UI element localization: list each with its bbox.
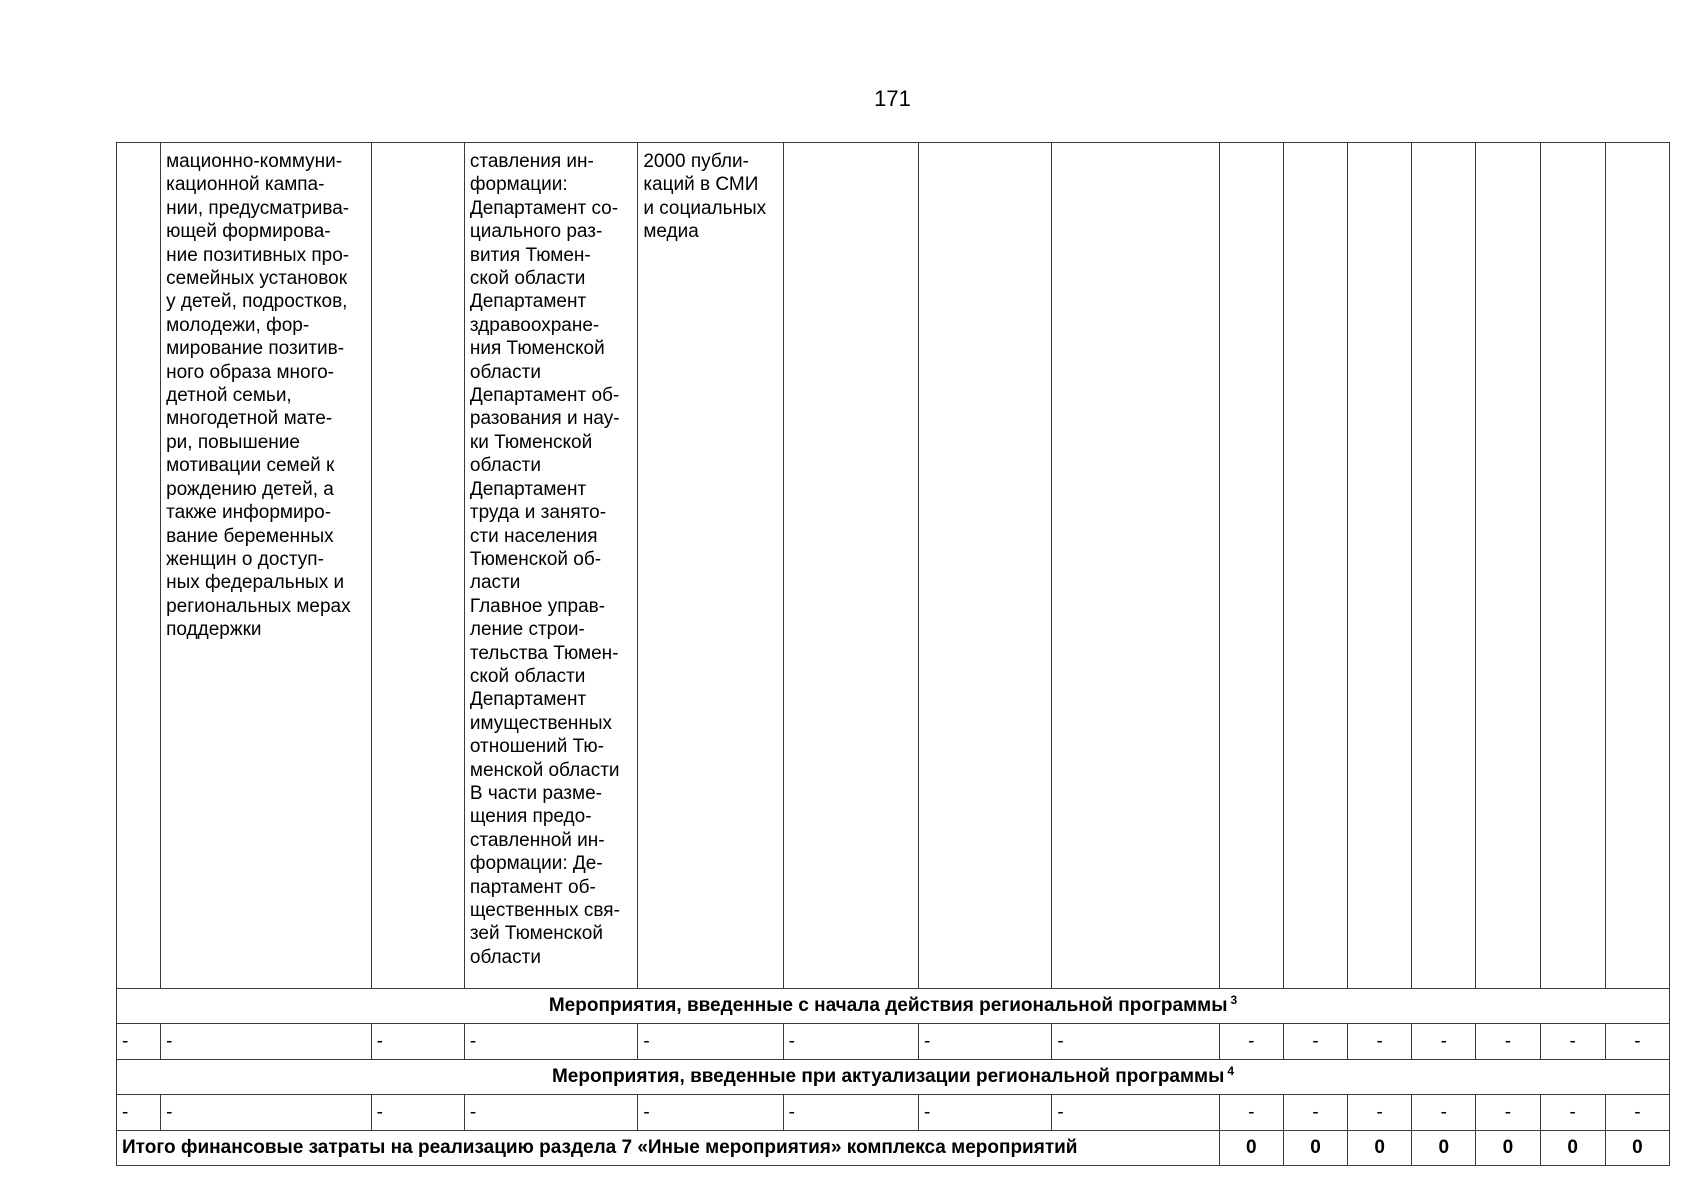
section-header-initial xyxy=(117,989,1670,1024)
total-value: 0 xyxy=(1283,1131,1347,1166)
table-cell-empty xyxy=(1476,143,1540,989)
table-cell: - xyxy=(1348,1095,1412,1131)
table-cell-empty xyxy=(783,143,918,989)
table-cell: - xyxy=(1605,1095,1669,1131)
table-cell: - xyxy=(1219,1095,1283,1131)
table-cell: - xyxy=(1412,1095,1476,1131)
table-cell: - xyxy=(1476,1024,1540,1060)
table-row xyxy=(117,1095,1670,1131)
table-cell: - xyxy=(371,1095,464,1131)
total-value: 0 xyxy=(1219,1131,1283,1166)
table-cell: - xyxy=(161,1024,372,1060)
table-cell: - xyxy=(1219,1024,1283,1060)
table-cell-empty xyxy=(1348,143,1412,989)
table-cell-empty xyxy=(919,143,1052,989)
table-cell: - xyxy=(919,1095,1052,1131)
table-cell: - xyxy=(1605,1024,1669,1060)
table-cell: - xyxy=(638,1095,783,1131)
table-cell: - xyxy=(117,1095,161,1131)
activities-table xyxy=(116,142,1670,1166)
table-cell-empty xyxy=(1412,143,1476,989)
table-cell: - xyxy=(1540,1095,1605,1131)
table-cell: - xyxy=(1412,1024,1476,1060)
total-value: 0 xyxy=(1412,1131,1476,1166)
table-cell-number xyxy=(117,143,161,989)
table-cell-empty xyxy=(1605,143,1669,989)
table-cell-empty xyxy=(1283,143,1347,989)
total-row xyxy=(117,1131,1670,1166)
total-value: 0 xyxy=(1605,1131,1669,1166)
table-cell: - xyxy=(1476,1095,1540,1131)
page-number: 171 xyxy=(874,86,911,111)
table-cell: - xyxy=(1052,1095,1219,1131)
total-label: Итого финансовые затраты на реализацию раздела 7 «Иные мероприятия» комплекса мероприятий xyxy=(117,1131,1220,1166)
table-cell-empty xyxy=(1219,143,1283,989)
table-cell-activity-name: мационно-коммуни- кационной кампа- нии, предусматрива- ющей формирова- ние позитивных про- семейных установок у детей, подростков, молодежи, фор- мирование позитив- ного образа много- детной семьи, многодетной мате- ри, повышение мотивации семей к рождению детей, а также информиро- вание беременных женщин о доступ- ных федеральных и региональных мерах поддержки xyxy=(161,143,372,989)
table-cell: - xyxy=(1283,1095,1347,1131)
table-cell: - xyxy=(919,1024,1052,1060)
table-cell: - xyxy=(464,1024,637,1060)
table-cell-responsible: ставления ин- формации: Департамент со- циального раз- вития Тюмен- ской области Департамент здравоохране- ния Тюменской области Департамент об- разования и нау- ки Тюменской области Департамент труда и занято- сти населения Тюменской об- ласти Главное управ- ление строи- тельства Тюмен- ской области Департамент имущественных отношений Тю- менской области В части разме- щения предо- ставленной ин- формации: Де- партамент об- щественных свя- зей Тюменской области xyxy=(464,143,637,989)
total-value: 0 xyxy=(1540,1131,1605,1166)
table-row xyxy=(117,1024,1670,1060)
table-cell-result: 2000 публи- каций в СМИ и социальных медиа xyxy=(638,143,783,989)
table-cell-empty xyxy=(1052,143,1219,989)
table-cell: - xyxy=(783,1024,918,1060)
section-title: Мероприятия, введенные с начала действия региональной программы xyxy=(548,995,1228,1017)
table-cell: - xyxy=(638,1024,783,1060)
total-value: 0 xyxy=(1476,1131,1540,1166)
table-cell-empty xyxy=(1540,143,1605,989)
section-header-row xyxy=(117,989,1670,1024)
section-header-update xyxy=(117,1060,1670,1095)
table-cell: - xyxy=(117,1024,161,1060)
total-value: 0 xyxy=(1348,1131,1412,1166)
footnote-marker: 4 xyxy=(1227,1063,1235,1078)
table-cell: - xyxy=(1283,1024,1347,1060)
table-cell: - xyxy=(371,1024,464,1060)
table-cell: - xyxy=(783,1095,918,1131)
table-row xyxy=(117,143,1670,989)
section-title: Мероприятия, введенные при актуализации региональной программы xyxy=(551,1066,1225,1088)
table-cell: - xyxy=(1348,1024,1412,1060)
table-cell: - xyxy=(1052,1024,1219,1060)
section-header-row xyxy=(117,1060,1670,1095)
table-cell-empty xyxy=(371,143,464,989)
footnote-marker: 3 xyxy=(1230,992,1238,1007)
table-cell: - xyxy=(464,1095,637,1131)
table-cell: - xyxy=(161,1095,372,1131)
table-cell: - xyxy=(1540,1024,1605,1060)
